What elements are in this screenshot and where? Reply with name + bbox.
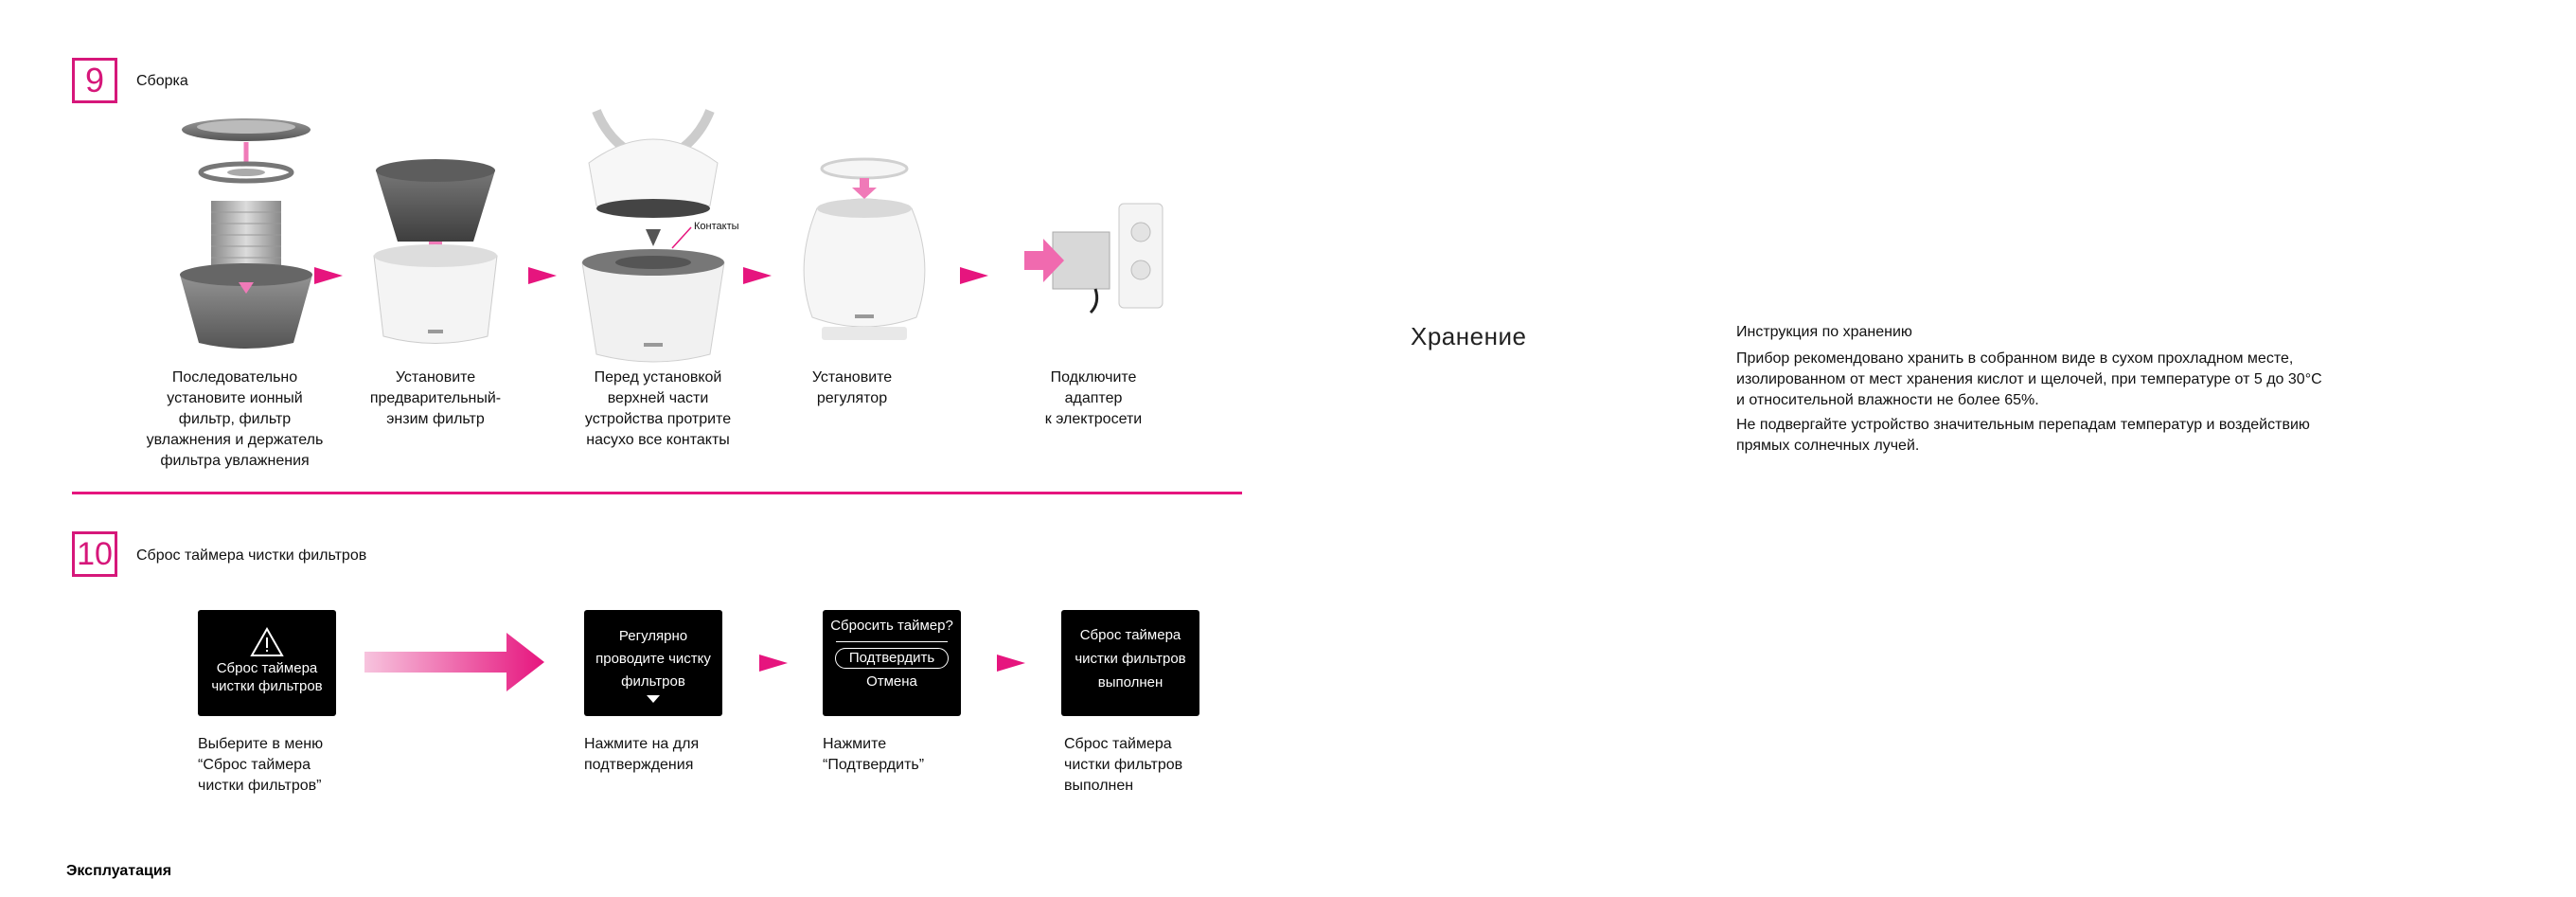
footer-section-label: Эксплуатация xyxy=(66,863,172,879)
down-triangle-icon xyxy=(647,695,660,703)
caption-line: Установите xyxy=(395,369,476,386)
section-divider xyxy=(72,492,1242,494)
screen-text: Сброс таймера xyxy=(216,660,318,676)
caption-line: подтверждения xyxy=(584,757,694,773)
cancel-button[interactable]: Отмена xyxy=(866,673,917,690)
caption-line: насухо все контакты xyxy=(586,432,730,448)
filter-stack-illustration xyxy=(170,106,322,362)
caption-line: предварительный- xyxy=(369,390,502,406)
caption-line: установите ионный xyxy=(167,390,303,406)
timer-caption-1 xyxy=(198,734,323,797)
caption-line: фильтр, фильтр xyxy=(178,411,292,427)
warning-icon xyxy=(250,627,284,657)
step-arrow-icon xyxy=(960,267,988,284)
step-arrow-icon xyxy=(743,267,772,284)
section-title-timer-reset: Сброс таймера чистки фильтров xyxy=(136,547,367,564)
storage-heading: Инструкция по хранению xyxy=(1736,324,1912,340)
big-arrow-icon xyxy=(364,633,544,691)
caption-line: Установите xyxy=(811,369,893,386)
display-screen-confirm xyxy=(823,610,961,716)
caption-line: верхней части xyxy=(607,390,709,406)
screen-text: чистки фильтров xyxy=(211,678,323,694)
step-arrow-icon xyxy=(314,267,343,284)
screen-question: Сбросить таймер? xyxy=(830,618,953,634)
paragraph-line: Не подвергайте устройство значительным перепадам температур и воздействию xyxy=(1736,417,2310,433)
step-number-10: 10 xyxy=(72,531,117,577)
regulator-illustration xyxy=(793,152,935,360)
caption-line: Нажмите xyxy=(823,736,887,752)
timer-caption-3 xyxy=(823,734,924,776)
step-caption-1 xyxy=(112,368,358,472)
screen-text: Регулярно xyxy=(618,628,688,644)
caption-line: Выберите в меню xyxy=(198,736,324,752)
timer-caption-4 xyxy=(1064,734,1182,797)
storage-paragraph-2 xyxy=(1736,415,2399,457)
caption-line: адаптер xyxy=(1064,390,1123,406)
screen-text: чистки фильтров xyxy=(1075,651,1186,667)
caption-line: чистки фильтров” xyxy=(198,778,322,794)
caption-line: Последовательно xyxy=(171,369,298,386)
storage-title: Хранение xyxy=(1411,322,1527,350)
step-caption-5 xyxy=(1013,368,1174,430)
storage-paragraph-1 xyxy=(1736,349,2399,411)
caption-line: Сброс таймера xyxy=(1064,736,1172,752)
screen-divider xyxy=(836,641,948,642)
caption-line: Перед установкой xyxy=(594,369,722,386)
step-arrow-icon xyxy=(997,655,1025,672)
paragraph-line: прямых солнечных лучей. xyxy=(1736,438,1920,454)
caption-line: чистки фильтров xyxy=(1064,757,1183,773)
screen-text: выполнен xyxy=(1097,674,1164,691)
step-caption-3 xyxy=(554,368,762,451)
confirm-button[interactable]: Подтвердить xyxy=(835,648,949,669)
caption-line: энзим фильтр xyxy=(386,411,485,427)
step-caption-4 xyxy=(767,368,937,409)
step-caption-2 xyxy=(341,368,530,430)
section-title-assembly: Сборка xyxy=(136,73,188,89)
adapter-socket-illustration xyxy=(1024,199,1166,322)
screen-text: проводите чистку xyxy=(595,651,711,667)
caption-line: фильтра увлажнения xyxy=(160,453,310,469)
prefilter-illustration xyxy=(364,152,506,360)
display-screen-done xyxy=(1061,610,1199,716)
paragraph-line: и относительной влажности не более 65%. xyxy=(1736,392,2039,408)
screen-text: Сброс таймера xyxy=(1079,627,1181,643)
display-screen-menu xyxy=(198,610,336,716)
contacts-label: Контакты xyxy=(694,221,739,232)
caption-line: Подключите xyxy=(1050,369,1137,386)
timer-caption-2 xyxy=(584,734,699,776)
caption-line: Нажмите на для xyxy=(584,736,700,752)
step-number-9: 9 xyxy=(72,58,117,103)
top-part-illustration xyxy=(568,106,738,371)
caption-line: устройства протрите xyxy=(584,411,732,427)
caption-line: “Сброс таймера xyxy=(198,757,311,773)
step-arrow-icon xyxy=(759,655,788,672)
paragraph-line: Прибор рекомендовано хранить в собранном виде в сухом прохладном месте, xyxy=(1736,350,2294,367)
caption-line: регулятор xyxy=(816,390,888,406)
step-arrow-icon xyxy=(528,267,557,284)
paragraph-line: изолированном от мест хранения кислот и щелочей, при температуре от 5 до 30°C xyxy=(1736,371,2322,387)
caption-line: выполнен xyxy=(1064,778,1134,794)
screen-text: фильтров xyxy=(621,673,685,690)
caption-line: к электросети xyxy=(1044,411,1143,427)
caption-line: увлажнения и держатель xyxy=(146,432,324,448)
display-screen-reminder xyxy=(584,610,722,716)
caption-line: “Подтвердить” xyxy=(823,757,925,773)
